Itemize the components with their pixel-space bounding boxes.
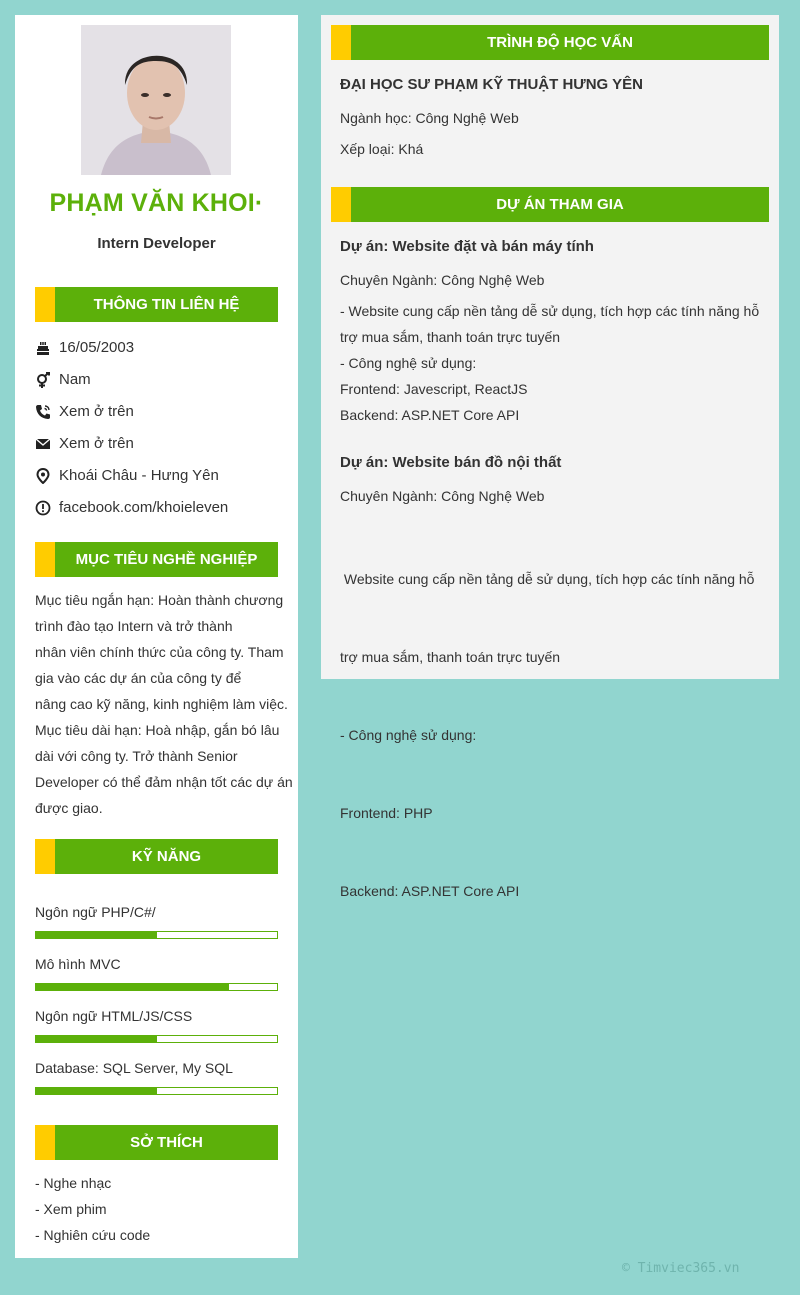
right-column — [321, 15, 779, 899]
info-icon — [35, 500, 51, 516]
section-accent-bar — [331, 25, 351, 60]
project-line: - Công nghệ sử dụng: — [340, 355, 477, 371]
section-accent-bar — [35, 542, 55, 577]
skill-label: Database: SQL Server, My SQL — [35, 1060, 233, 1076]
objective-line: Mục tiêu ngắn hạn: Hoàn thành chương — [35, 592, 284, 608]
education-major: Ngành học: Công Nghệ Web — [340, 110, 519, 126]
contact-text: 16/05/2003 — [59, 339, 135, 356]
hobbies-section-title: SỞ THÍCH — [130, 1134, 203, 1151]
skill-bar — [35, 1035, 278, 1043]
objective-line: nâng cao kỹ năng, kinh nghiệm làm việc. — [35, 696, 288, 712]
gender-icon — [35, 372, 51, 388]
candidate-role: Intern Developer — [97, 235, 216, 252]
project-line: Frontend: Javescript, ReactJS — [340, 381, 528, 397]
contact-text: Khoái Châu - Hưng Yên — [59, 467, 219, 484]
left-column — [15, 15, 298, 1258]
education-section-title: TRÌNH ĐỘ HỌC VẤN — [487, 34, 633, 51]
skill-bar — [35, 1087, 278, 1095]
contact-section-header — [35, 287, 278, 322]
project-major: Chuyên Ngành: Công Nghệ Web — [340, 488, 545, 504]
projects-section-header — [331, 187, 769, 222]
candidate-name: PHẠM VĂN KHOI· — [49, 189, 264, 217]
skill-label: Ngôn ngữ PHP/C#/ — [35, 904, 156, 920]
avatar — [81, 25, 231, 175]
skill-bar-fill — [36, 932, 157, 938]
skill-bar-fill — [36, 984, 229, 990]
objective-section-title: MỤC TIÊU NGHỀ NGHIỆP — [75, 551, 258, 568]
skill-bar — [35, 931, 278, 939]
birthday-cake-icon — [35, 340, 51, 356]
school-name: ĐẠI HỌC SƯ PHẠM KỸ THUẬT HƯNG YÊN — [340, 76, 643, 93]
objective-text — [35, 587, 297, 821]
section-accent-bar — [35, 839, 55, 874]
contact-text: facebook.com/khoieleven — [59, 499, 229, 516]
hobby-item: - Xem phim — [35, 1201, 107, 1217]
project-line: trợ mua sắm, thanh toán trực tuyến — [340, 329, 561, 345]
project-line: Backend: ASP.NET Core API — [340, 883, 520, 899]
education-section-header — [331, 25, 769, 60]
project-description — [340, 514, 760, 956]
hobby-item: - Nghe nhạc — [35, 1175, 112, 1191]
email-icon — [35, 436, 51, 452]
section-accent-bar — [331, 187, 351, 222]
project-line: Backend: ASP.NET Core API — [340, 407, 520, 423]
project-line: Website cung cấp nền tảng dễ sử dụng, tích hợp các tính năng hỗ — [340, 571, 755, 587]
project-line: - Website cung cấp nền tảng dễ sử dụng, tích hợp các tính năng hỗ — [340, 303, 760, 319]
project-line: Frontend: PHP — [340, 805, 433, 821]
project-name: Dự án: Website đặt và bán máy tính — [340, 238, 594, 255]
skill-bar-fill — [36, 1036, 157, 1042]
hobbies-section-header — [35, 1125, 278, 1160]
location-icon — [35, 468, 51, 484]
skills-section-title: KỸ NĂNG — [131, 848, 202, 865]
objective-line: dài với công ty. Trở thành Senior — [35, 748, 238, 764]
project-description — [340, 298, 760, 428]
contact-text: Xem ở trên — [59, 403, 134, 420]
skill-label: Mô hình MVC — [35, 956, 121, 972]
objective-line: Developer có thể đảm nhận tốt các dự án — [35, 774, 293, 790]
project-major: Chuyên Ngành: Công Nghệ Web — [340, 272, 545, 288]
project-name: Dự án: Website bán đồ nội thất — [340, 454, 562, 471]
projects-section-title: DỰ ÁN THAM GIA — [496, 196, 624, 213]
objective-line: Mục tiêu dài hạn: Hoà nhập, gắn bó lâu — [35, 722, 280, 738]
section-accent-bar — [35, 1125, 55, 1160]
objective-line: được giao. — [35, 800, 103, 816]
objective-section-header — [35, 542, 278, 577]
project-line: trợ mua sắm, thanh toán trực tuyến — [340, 649, 561, 665]
phone-icon — [35, 404, 51, 420]
skill-label: Ngôn ngữ HTML/JS/CSS — [35, 1008, 193, 1024]
contact-text: Xem ở trên — [59, 435, 134, 452]
education-rank: Xếp loại: Khá — [340, 141, 424, 157]
objective-line: nhân viên chính thức của công ty. Tham — [35, 644, 284, 660]
objective-line: gia vào các dự án của công ty để — [35, 670, 242, 686]
hobby-item: - Nghiên cứu code — [35, 1227, 151, 1243]
skill-bar — [35, 983, 278, 991]
contact-section-title: THÔNG TIN LIÊN HỆ — [93, 296, 240, 313]
section-accent-bar — [35, 287, 55, 322]
footer-watermark: © Timviec365.vn — [622, 1261, 740, 1276]
skill-bar-fill — [36, 1088, 157, 1094]
project-line: - Công nghệ sử dụng: — [340, 727, 477, 743]
objective-line: trình đào tạo Intern và trở thành — [35, 618, 233, 634]
contact-text: Nam — [59, 371, 91, 388]
hobbies-list — [35, 1170, 285, 1248]
skills-section-header — [35, 839, 278, 874]
